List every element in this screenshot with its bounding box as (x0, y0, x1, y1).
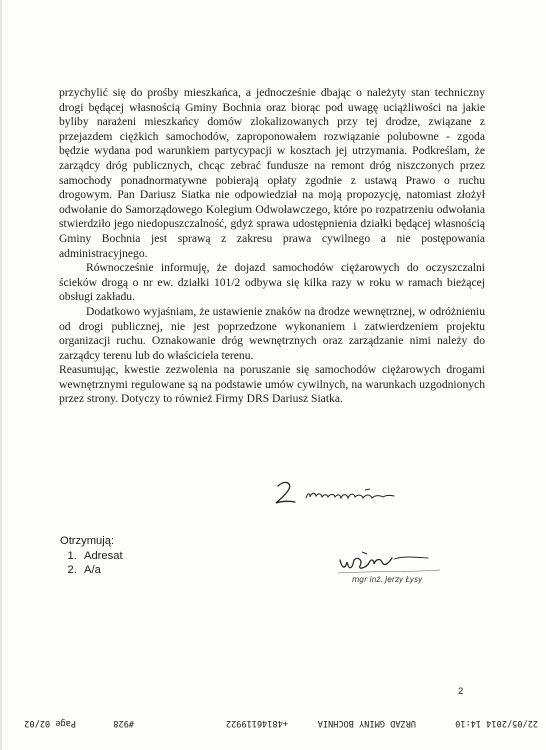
handwritten-closing (270, 478, 420, 508)
fax-page: Page 02/02 (24, 718, 76, 728)
signatory-name: mgr inż. Jerzy Łysy (352, 575, 423, 584)
recipients-block (60, 534, 123, 578)
paragraph-1: przychylić się do prośby mieszkańca, a jednocześnie dbając o należyty stan techniczny drogi będącej własnością Gminy Bochnia oraz biorąc pod uwagę uciążliwości na jakie byliby narażeni mieszkańcy domów zlokalizowanych przy tej drodze, związane z przejazdem ciężkich samochodów, zaproponowałem rozwiązanie polubowne - zgoda będzie wydana pod warunkiem partycypacji w kosztach jej utrzymania. Podkreślam, że zarządcy dróg publicznych, chcąc zebrać fundusze na remont dróg niszczonych przez samochody ponadnormatywne pobierają opłaty zgodnie z ustawą Prawo o ruchu drogowym. Pan Dariusz Siatka nie odpowiedział na moją propozycję, natomiast złożył odwołanie do Samorządowego Kolegium Odwoławczego, które po rozpatrzeniu odwołania stwierdziło jego niedopuszczalność, gdyż sprawa udostępnienia działki będącej własnością Gminy Bochnia jest sprawą z zakresu prawa cywilnego a nie postępowania administracyjnego. (59, 86, 485, 260)
fax-sender: URZAD GMINY BOCHNIA (317, 718, 416, 728)
recipients-heading: Otrzymują: (60, 535, 115, 547)
fax-datetime: 22/05/2014 14:10 (455, 718, 538, 728)
page-number: 2 (458, 686, 464, 697)
letter-body (59, 86, 485, 407)
handwritten-closing-drawing (270, 478, 420, 508)
scan-edge (0, 0, 2, 750)
recipient-item: 1. Adresat (80, 549, 123, 564)
paragraph-3: Dodatkowo wyjaśniam, że ustawienie znaków na drodze wewnętrznej, w odróżnieniu od drogi publicznej, nie jest poprzedzone wykonaniem i zatwierdzeniem projektu organizacji ruchu. Oznakowanie dróg wewnętrznych oraz zarządzanie nimi należy do zarządcy terenu lub do właściciela terenu. (59, 304, 485, 362)
official-signature (336, 546, 446, 578)
recipients-list (60, 549, 123, 578)
paragraph-2: Równocześnie informuję, że dojazd samochodów ciężarowych do oczyszczalni ścieków drogą o nr ew. działki 101/2 odbywa się kilka razy w roku w ramach bieżącej obsługi zakładu. (59, 261, 485, 304)
fax-header (0, 712, 546, 732)
recipient-item: 2. A/a (80, 563, 123, 578)
signature-drawing (336, 546, 446, 578)
fax-phone: +48146119922 (225, 718, 288, 728)
fax-job: #928 (113, 718, 134, 728)
paragraph-4: Reasumując, kwestie zezwolenia na poruszanie się samochodów ciężarowych drogami wewnętrznymi regulowane są na podstawie umów cywilnych, na warunkach uzgodnionych przez strony. Dotyczy to również Firmy DRS Dariusz Siatka. (59, 363, 485, 406)
